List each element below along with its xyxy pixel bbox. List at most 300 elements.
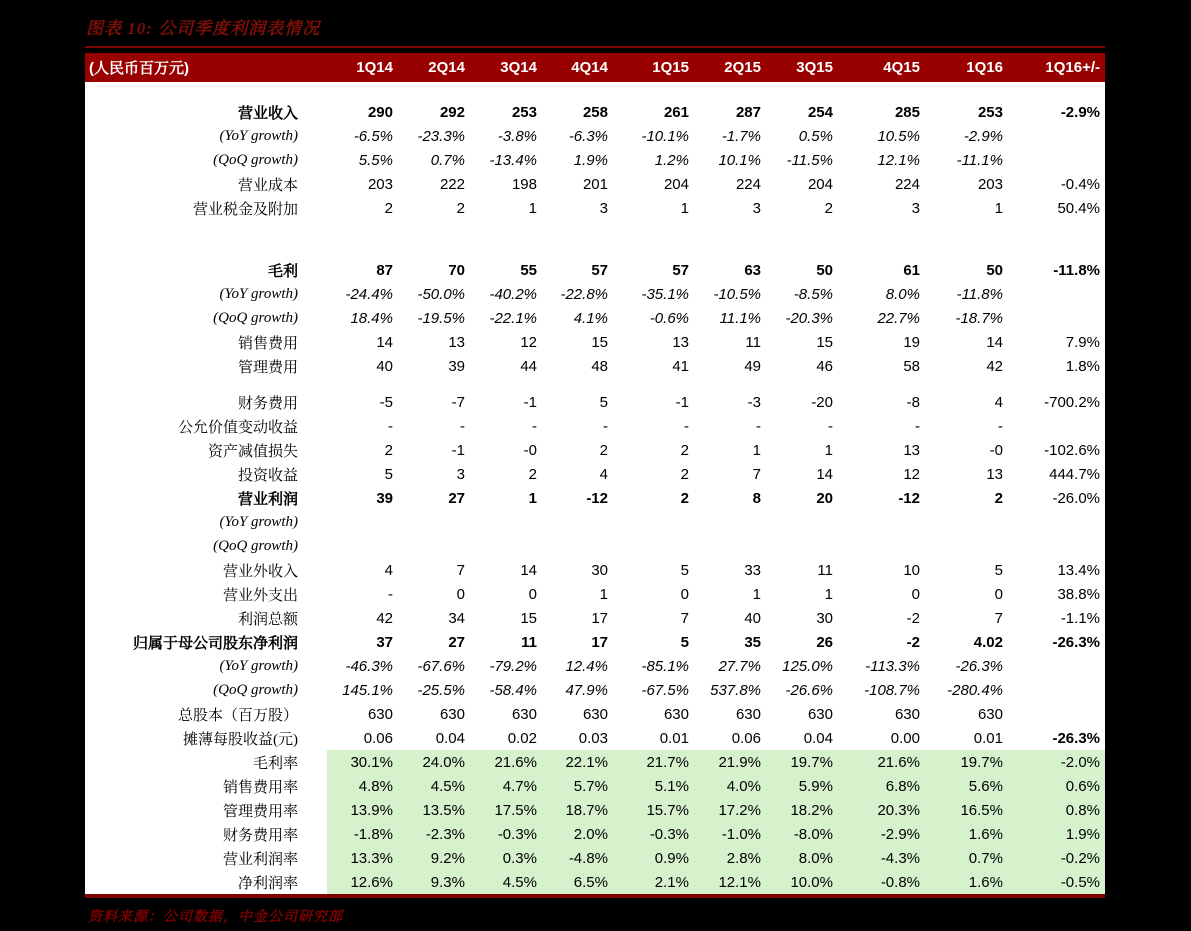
cell: 0 — [398, 582, 470, 606]
cell — [470, 378, 542, 390]
cell: -5 — [327, 390, 398, 414]
cell: - — [470, 414, 542, 438]
table-row — [85, 196, 1105, 220]
gap-cell — [303, 124, 327, 148]
cell: 9.3% — [398, 870, 470, 896]
cell: 537.8% — [694, 678, 766, 702]
cell: -11.5% — [766, 148, 838, 172]
cell: 203 — [925, 172, 1008, 196]
row-label: (YoY growth) — [85, 124, 303, 148]
cell: 630 — [542, 702, 613, 726]
row-label: 资产减值损失 — [85, 438, 303, 462]
cell: 21.9% — [694, 750, 766, 774]
gap-cell — [303, 462, 327, 486]
cell — [613, 378, 694, 390]
cell — [1008, 702, 1105, 726]
cell: -0.5% — [1008, 870, 1105, 896]
table-row — [85, 414, 1105, 438]
table-row — [85, 306, 1105, 330]
table-row — [85, 750, 1105, 774]
gap-cell — [303, 100, 327, 124]
cell: 198 — [470, 172, 542, 196]
cell: -2.9% — [1008, 100, 1105, 124]
cell: 3 — [838, 196, 925, 220]
cell: -85.1% — [613, 654, 694, 678]
cell — [1008, 306, 1105, 330]
cell: 42 — [327, 606, 398, 630]
cell: 50 — [925, 258, 1008, 282]
cell: -26.6% — [766, 678, 838, 702]
cell: -2 — [838, 606, 925, 630]
gap-cell — [303, 196, 327, 220]
gap-cell — [303, 606, 327, 630]
cell — [766, 534, 838, 558]
cell: 630 — [327, 702, 398, 726]
cell: 17.2% — [694, 798, 766, 822]
cell: 17 — [542, 606, 613, 630]
cell: 261 — [613, 100, 694, 124]
gap-cell — [303, 774, 327, 798]
cell: -13.4% — [470, 148, 542, 172]
cell: -8.0% — [766, 822, 838, 846]
gap-cell — [303, 750, 327, 774]
cell: -10.5% — [694, 282, 766, 306]
cell: 0 — [838, 582, 925, 606]
cell: -3 — [694, 390, 766, 414]
cell: 17 — [542, 630, 613, 654]
cell: 1 — [925, 196, 1008, 220]
cell — [925, 82, 1008, 100]
row-label: 财务费用率 — [85, 822, 303, 846]
cell: -8 — [838, 390, 925, 414]
cell: - — [766, 414, 838, 438]
cell: -50.0% — [398, 282, 470, 306]
cell: -0.3% — [470, 822, 542, 846]
cell: 13.5% — [398, 798, 470, 822]
cell: -0.8% — [838, 870, 925, 896]
cell: -22.1% — [470, 306, 542, 330]
cell: 285 — [838, 100, 925, 124]
table-row — [85, 534, 1105, 558]
cell: 19.7% — [925, 750, 1008, 774]
cell — [1008, 124, 1105, 148]
cell: 30 — [766, 606, 838, 630]
cell: 5 — [613, 558, 694, 582]
cell: 5 — [542, 390, 613, 414]
gap-cell — [303, 378, 327, 390]
row-label: 管理费用 — [85, 354, 303, 378]
cell: -11.8% — [1008, 258, 1105, 282]
cell: 14 — [766, 462, 838, 486]
cell — [838, 82, 925, 100]
cell: -26.3% — [925, 654, 1008, 678]
cell — [613, 82, 694, 100]
cell: 1 — [766, 582, 838, 606]
table-row — [85, 462, 1105, 486]
cell: -2.3% — [398, 822, 470, 846]
table-row — [85, 172, 1105, 196]
row-label: 营业成本 — [85, 172, 303, 196]
cell: -0.2% — [1008, 846, 1105, 870]
cell: 27 — [398, 486, 470, 510]
column-header-3q14: 3Q14 — [470, 53, 542, 82]
cell: 13 — [613, 330, 694, 354]
table-row — [85, 774, 1105, 798]
cell: 1.2% — [613, 148, 694, 172]
quarterly-income-table — [85, 53, 1105, 898]
column-header-1q14: 1Q14 — [327, 53, 398, 82]
cell: -67.5% — [613, 678, 694, 702]
cell: -67.6% — [398, 654, 470, 678]
cell — [694, 378, 766, 390]
cell: 0.7% — [925, 846, 1008, 870]
cell: 14 — [470, 558, 542, 582]
cell: 0 — [925, 582, 1008, 606]
cell: -8.5% — [766, 282, 838, 306]
table-row — [85, 124, 1105, 148]
cell: 22.1% — [542, 750, 613, 774]
cell: 1 — [694, 582, 766, 606]
table-row — [85, 354, 1105, 378]
cell: - — [542, 414, 613, 438]
cell: 13.3% — [327, 846, 398, 870]
cell: 10.1% — [694, 148, 766, 172]
cell: 0.06 — [327, 726, 398, 750]
cell — [542, 220, 613, 258]
cell: 8.0% — [766, 846, 838, 870]
cell: 48 — [542, 354, 613, 378]
cell: 44 — [470, 354, 542, 378]
cell: 5.9% — [766, 774, 838, 798]
cell: 11 — [470, 630, 542, 654]
cell: 0.04 — [766, 726, 838, 750]
cell: 4.1% — [542, 306, 613, 330]
cell — [1008, 414, 1105, 438]
row-label: 营业税金及附加 — [85, 196, 303, 220]
cell — [838, 378, 925, 390]
cell — [766, 510, 838, 534]
cell: 444.7% — [1008, 462, 1105, 486]
row-label: 管理费用率 — [85, 798, 303, 822]
cell: 1 — [470, 486, 542, 510]
cell: -0 — [470, 438, 542, 462]
cell: 18.7% — [542, 798, 613, 822]
cell — [327, 82, 398, 100]
cell — [1008, 148, 1105, 172]
cell: -4.3% — [838, 846, 925, 870]
cell: 21.7% — [613, 750, 694, 774]
cell: - — [327, 582, 398, 606]
cell: -108.7% — [838, 678, 925, 702]
cell: 13 — [925, 462, 1008, 486]
cell: 292 — [398, 100, 470, 124]
cell: -26.0% — [1008, 486, 1105, 510]
cell: -24.4% — [327, 282, 398, 306]
spacer-row — [85, 378, 1105, 390]
row-label: 销售费用 — [85, 330, 303, 354]
cell: 630 — [838, 702, 925, 726]
cell — [398, 82, 470, 100]
cell — [766, 220, 838, 258]
cell: 258 — [542, 100, 613, 124]
row-label: 总股本（百万股） — [85, 702, 303, 726]
cell: -1.0% — [694, 822, 766, 846]
cell: -2 — [838, 630, 925, 654]
table-row — [85, 438, 1105, 462]
gap-cell — [303, 678, 327, 702]
gap-cell — [303, 220, 327, 258]
cell: 0.04 — [398, 726, 470, 750]
column-header-2q15: 2Q15 — [694, 53, 766, 82]
cell: 12.1% — [694, 870, 766, 896]
gap-cell — [303, 306, 327, 330]
spacer-row — [85, 220, 1105, 258]
cell: -4.8% — [542, 846, 613, 870]
cell: 13 — [838, 438, 925, 462]
cell: 17.5% — [470, 798, 542, 822]
cell: 11.1% — [694, 306, 766, 330]
cell: 10.5% — [838, 124, 925, 148]
cell — [925, 534, 1008, 558]
cell: 10.0% — [766, 870, 838, 896]
cell: -12 — [542, 486, 613, 510]
cell: -6.3% — [542, 124, 613, 148]
cell — [925, 510, 1008, 534]
table-row — [85, 330, 1105, 354]
cell: -18.7% — [925, 306, 1008, 330]
cell: 4.5% — [398, 774, 470, 798]
gap-cell — [303, 282, 327, 306]
cell: 2 — [766, 196, 838, 220]
cell — [1008, 510, 1105, 534]
row-label: (QoQ growth) — [85, 534, 303, 558]
cell: 15.7% — [613, 798, 694, 822]
cell: -2.9% — [925, 124, 1008, 148]
cell: 24.0% — [398, 750, 470, 774]
row-label: 投资收益 — [85, 462, 303, 486]
cell: 18.2% — [766, 798, 838, 822]
cell: 7.9% — [1008, 330, 1105, 354]
cell — [613, 534, 694, 558]
cell: 19 — [838, 330, 925, 354]
cell: 1 — [470, 196, 542, 220]
table-row — [85, 148, 1105, 172]
row-label — [85, 378, 303, 390]
table-row — [85, 606, 1105, 630]
cell: -7 — [398, 390, 470, 414]
cell: 63 — [694, 258, 766, 282]
cell — [838, 220, 925, 258]
cell: 12 — [470, 330, 542, 354]
cell: 61 — [838, 258, 925, 282]
cell: 10 — [838, 558, 925, 582]
cell: 42 — [925, 354, 1008, 378]
cell: 630 — [694, 702, 766, 726]
cell: 4 — [925, 390, 1008, 414]
cell: -0.6% — [613, 306, 694, 330]
cell: 0.02 — [470, 726, 542, 750]
cell — [327, 220, 398, 258]
row-label: (QoQ growth) — [85, 148, 303, 172]
table-row — [85, 846, 1105, 870]
cell: 630 — [398, 702, 470, 726]
table-row — [85, 282, 1105, 306]
cell: 0.3% — [470, 846, 542, 870]
row-label: 销售费用率 — [85, 774, 303, 798]
cell — [694, 510, 766, 534]
cell: -3.8% — [470, 124, 542, 148]
row-label: 利润总额 — [85, 606, 303, 630]
cell: -2.0% — [1008, 750, 1105, 774]
cell: 224 — [694, 172, 766, 196]
gap-cell — [303, 822, 327, 846]
cell: 2 — [925, 486, 1008, 510]
cell: 57 — [542, 258, 613, 282]
gap-cell — [303, 330, 327, 354]
cell: 1 — [694, 438, 766, 462]
cell: 4 — [542, 462, 613, 486]
cell: -6.5% — [327, 124, 398, 148]
cell: -40.2% — [470, 282, 542, 306]
cell: 3 — [694, 196, 766, 220]
cell: 203 — [327, 172, 398, 196]
figure-title: 图表 10: 公司季度利润表情况 — [85, 12, 1105, 48]
cell: - — [694, 414, 766, 438]
table-row — [85, 390, 1105, 414]
cell: 57 — [613, 258, 694, 282]
cell — [613, 220, 694, 258]
cell — [1008, 82, 1105, 100]
cell: 1.6% — [925, 822, 1008, 846]
cell: 204 — [766, 172, 838, 196]
row-label: 营业外支出 — [85, 582, 303, 606]
cell: 21.6% — [838, 750, 925, 774]
cell: -10.1% — [613, 124, 694, 148]
cell — [542, 534, 613, 558]
gap-cell — [303, 702, 327, 726]
cell: 0.06 — [694, 726, 766, 750]
cell: 0.7% — [398, 148, 470, 172]
cell — [1008, 678, 1105, 702]
cell: 14 — [327, 330, 398, 354]
cell: 0.01 — [613, 726, 694, 750]
cell: 2.0% — [542, 822, 613, 846]
cell: 6.8% — [838, 774, 925, 798]
gap-cell — [303, 82, 327, 100]
row-label: (YoY growth) — [85, 654, 303, 678]
cell: 125.0% — [766, 654, 838, 678]
cell: 2 — [327, 196, 398, 220]
cell: 50.4% — [1008, 196, 1105, 220]
cell: - — [838, 414, 925, 438]
cell: -20 — [766, 390, 838, 414]
gap-cell — [303, 558, 327, 582]
cell: 0 — [613, 582, 694, 606]
cell: - — [613, 414, 694, 438]
cell — [470, 534, 542, 558]
cell: 0 — [470, 582, 542, 606]
cell: 0.5% — [766, 124, 838, 148]
cell: -58.4% — [470, 678, 542, 702]
cell: -35.1% — [613, 282, 694, 306]
cell: -22.8% — [542, 282, 613, 306]
cell: -79.2% — [470, 654, 542, 678]
row-label: 营业利润率 — [85, 846, 303, 870]
cell: -0.4% — [1008, 172, 1105, 196]
cell: 287 — [694, 100, 766, 124]
table-row — [85, 702, 1105, 726]
cell — [398, 534, 470, 558]
cell: 27 — [398, 630, 470, 654]
cell: -19.5% — [398, 306, 470, 330]
cell — [327, 534, 398, 558]
column-header-4q14: 4Q14 — [542, 53, 613, 82]
gap-cell — [303, 510, 327, 534]
gap-cell — [303, 486, 327, 510]
row-label: 净利润率 — [85, 870, 303, 896]
cell: 2.1% — [613, 870, 694, 896]
gap-cell — [303, 798, 327, 822]
cell: 5.6% — [925, 774, 1008, 798]
cell: 0.8% — [1008, 798, 1105, 822]
gap-cell — [303, 258, 327, 282]
cell — [766, 378, 838, 390]
cell: -280.4% — [925, 678, 1008, 702]
cell: -1 — [470, 390, 542, 414]
cell: 21.6% — [470, 750, 542, 774]
cell: 14 — [925, 330, 1008, 354]
cell: -26.3% — [1008, 630, 1105, 654]
cell — [542, 378, 613, 390]
cell: -700.2% — [1008, 390, 1105, 414]
cell: 630 — [766, 702, 838, 726]
cell — [766, 82, 838, 100]
cell — [398, 220, 470, 258]
column-header-2q14: 2Q14 — [398, 53, 470, 82]
cell: 15 — [470, 606, 542, 630]
cell: 37 — [327, 630, 398, 654]
cell: 1 — [766, 438, 838, 462]
cell: 41 — [613, 354, 694, 378]
table-row — [85, 678, 1105, 702]
table-header-row — [85, 53, 1105, 82]
cell: 13.9% — [327, 798, 398, 822]
cell: 39 — [398, 354, 470, 378]
cell — [327, 378, 398, 390]
table-row — [85, 870, 1105, 896]
cell — [470, 82, 542, 100]
cell: 46 — [766, 354, 838, 378]
cell: -1 — [398, 438, 470, 462]
gap-cell — [303, 846, 327, 870]
cell: 7 — [613, 606, 694, 630]
table-row — [85, 258, 1105, 282]
cell — [838, 534, 925, 558]
cell — [1008, 220, 1105, 258]
gap-cell — [303, 534, 327, 558]
gap-cell — [303, 870, 327, 896]
cell: 26 — [766, 630, 838, 654]
cell — [542, 82, 613, 100]
cell: 7 — [925, 606, 1008, 630]
cell: 55 — [470, 258, 542, 282]
cell: 2 — [542, 438, 613, 462]
table-row — [85, 798, 1105, 822]
gap-cell — [303, 172, 327, 196]
cell: - — [327, 414, 398, 438]
column-header-3q15: 3Q15 — [766, 53, 838, 82]
row-label — [85, 220, 303, 258]
